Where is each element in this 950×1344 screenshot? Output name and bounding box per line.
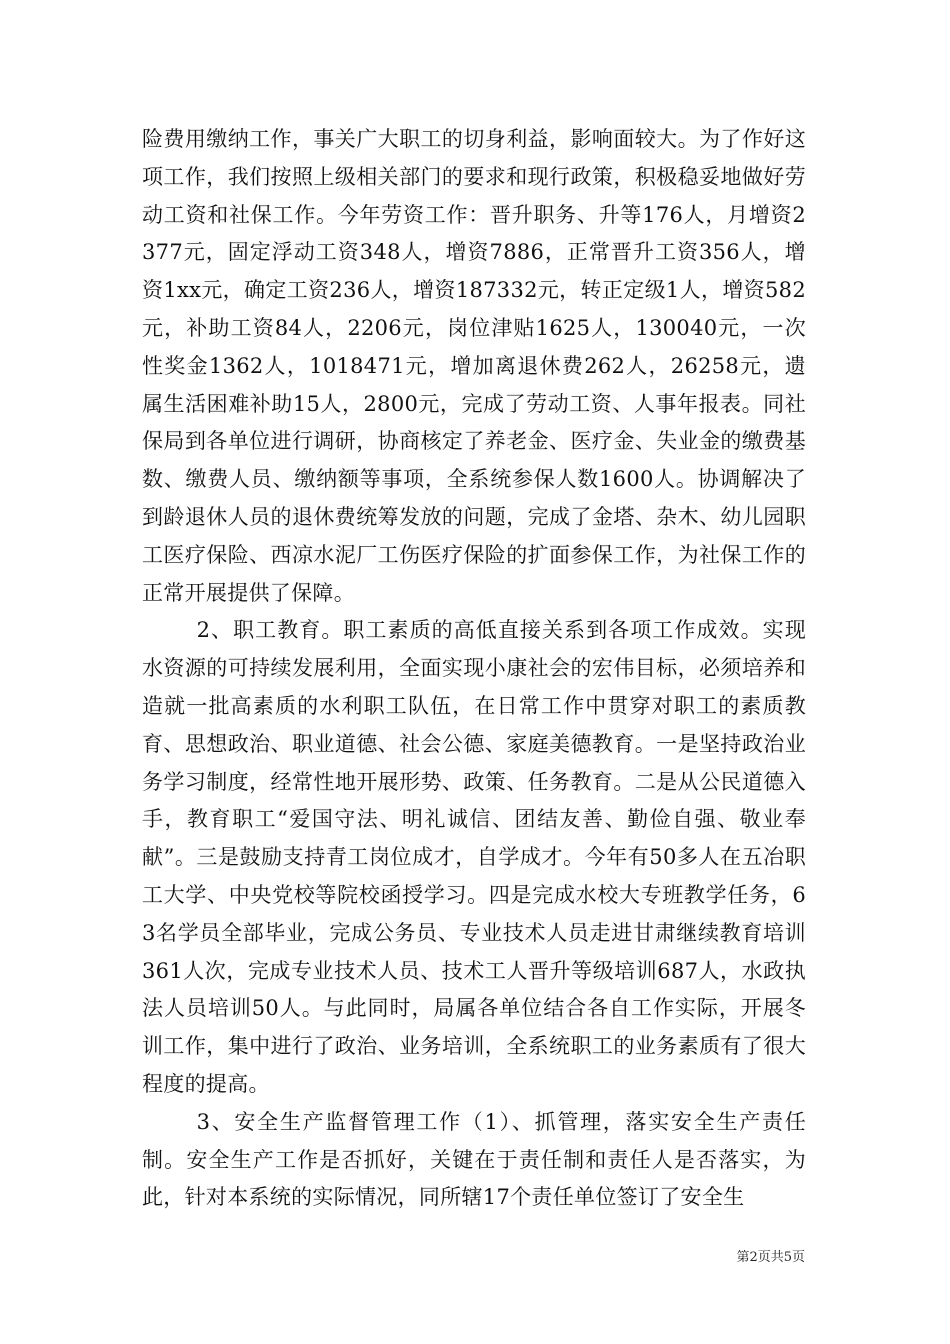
page-number: 第2页共5页 [736, 1250, 805, 1265]
paragraph-social-insurance: 险费用缴纳工作，事关广大职工的切身利益，影响面较大。为了作好这项工作，我们按照上级相关部门的要求和现行政策，积极稳妥地做好劳动工资和社保工作。今年劳资工作：晋升职务、升等176人，月增资2377元，固定浮动工资348人，增资7886，正常晋升工资356人，增资1xx元，确定工资236人，增资187332元，转正定级1人，增资582元，补助工资84人，2206元，岗位津贴1625人，130040元，一次性奖金1362人，1018471元，增加离退休费262人，26258元，遗属生活困难补助15人，2800元，完成了劳动工资、人事年报表。同社保局到各单位进行调研，协商核定了养老金、医疗金、失业金的缴费基数、缴费人员、缴纳额等事项，全系统参保人数1600人。协调解决了到龄退休人员的退休费统筹发放的问题，完成了金塔、杂木、幼儿园职工医疗保险、西凉水泥厂工伤医疗保险的扩面参保工作，为社保工作的正常开展提供了保障。 [142, 127, 806, 605]
paragraph-staff-education: 2、职工教育。职工素质的高低直接关系到各项工作成效。实现水资源的可持续发展利用，全面实现小康社会的宏伟目标，必须培养和造就一批高素质的水利职工队伍，在日常工作中贯穿对职工的素质教育、思想政治、职业道德、社会公德、家庭美德教育。一是坚持政治业务学习制度，经常性地开展形势、政策、任务教育。二是从公民道德入手，教育职工“爱国守法、明礼诚信、团结友善、勤俭自强、敬业奉献”。三是鼓励支持青工岗位成才，自学成才。今年有50多人在五冶职工大学、中央党校等院校函授学习。四是完成水校大专班教学任务，63名学员全部毕业，完成公务员、专业技术人员走进甘肃继续教育培训361人次，完成专业技术人员、技术工人晋升等级培训687人，水政执法人员培训50人。与此同时，局属各单位结合各自工作实际，开展冬训工作，集中进行了政治、业务培训，全系统职工的业务素质有了很大程度的提高。 [142, 618, 806, 1096]
paragraph-safety-production: 3、安全生产监督管理工作（1）、抓管理，落实安全生产责任制。安全生产工作是否抓好，关键在于责任制和责任人是否落实，为此，针对本系统的实际情况，同所辖17个责任单位签订了安全生 [142, 1109, 806, 1210]
document-body [142, 121, 806, 1217]
